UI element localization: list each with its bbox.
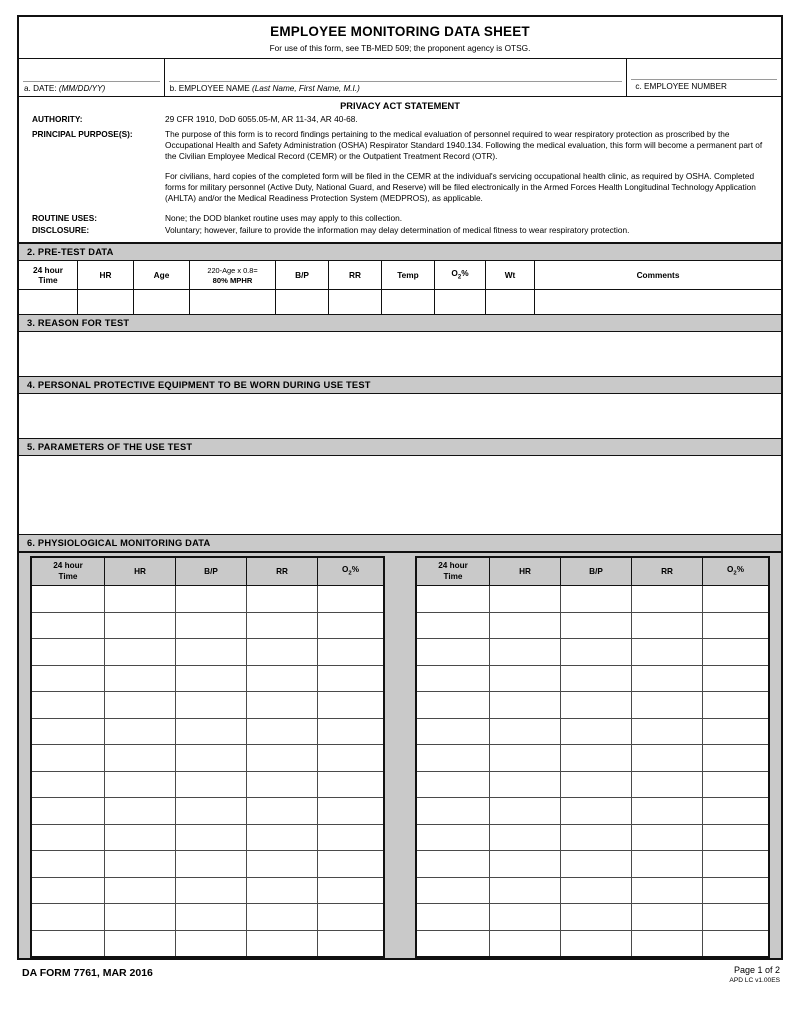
cell-rr[interactable]: [247, 665, 318, 692]
cell-hr[interactable]: [105, 692, 176, 719]
col-hr: HR: [105, 558, 176, 586]
cell-24-hour-time[interactable]: [32, 639, 105, 666]
cell-bp[interactable]: [561, 904, 632, 931]
cell-bp[interactable]: [561, 718, 632, 745]
cell-bp[interactable]: [176, 930, 247, 956]
col-24-hour-time: [32, 558, 105, 586]
table-row: [417, 930, 768, 956]
privacy-paragraph: The purpose of this form is to record findings pertaining to the medical evaluation of personnel required to wear respiratory protection as proscribed by the Occupational Health and Safety Administration (OSHA) Respirator Standard 1940.134. Following the medical evaluation, this form will become a permanent part of the Civilian Employee Medical Record (CEMR) or the Outpatient Treatment Record (OTR).: [165, 129, 763, 162]
cell-bp[interactable]: [561, 851, 632, 878]
cell-hr[interactable]: [78, 290, 134, 315]
cell-rr[interactable]: [247, 586, 318, 613]
cell-24-hour-time[interactable]: [32, 745, 105, 772]
cell-hr[interactable]: [490, 745, 561, 772]
cell-bp[interactable]: [561, 798, 632, 825]
cell-bp[interactable]: [176, 824, 247, 851]
apd-version: APD LC v1.00ES: [729, 977, 780, 985]
monitoring-tables-area: [19, 552, 781, 958]
privacy-label-authority: AUTHORITY:: [32, 114, 83, 124]
table-row: [417, 612, 768, 639]
cell-o2-percent[interactable]: [318, 851, 384, 878]
cell-o2-percent[interactable]: [703, 586, 769, 613]
cell-24-hour-time[interactable]: [32, 824, 105, 851]
cell-rr[interactable]: [632, 851, 703, 878]
form-subtitle: For use of this form, see TB-MED 509; the proponent agency is OTSG.: [269, 43, 531, 53]
cell-hr[interactable]: [105, 612, 176, 639]
cell-bp[interactable]: [561, 930, 632, 956]
cell-24-hour-time[interactable]: [32, 692, 105, 719]
cell-temp[interactable]: [382, 290, 435, 315]
cell-hr[interactable]: [490, 586, 561, 613]
cell-wt[interactable]: [486, 290, 535, 315]
table-row: [32, 877, 383, 904]
pre-test-data-table-wrap: [19, 261, 781, 314]
cell-o2-percent[interactable]: [318, 665, 384, 692]
cell-hr[interactable]: [490, 692, 561, 719]
cell-hr[interactable]: [105, 930, 176, 956]
cell-hr[interactable]: [105, 824, 176, 851]
page-number: Page 1 of 2: [733, 965, 780, 976]
date-field-label: [19, 82, 164, 96]
reason-for-test-input[interactable]: [19, 332, 781, 376]
cell-bp[interactable]: [176, 904, 247, 931]
cell-bp[interactable]: [176, 612, 247, 639]
date-field[interactable]: [19, 59, 165, 96]
cell-o2-percent[interactable]: [703, 798, 769, 825]
col-mphr: [190, 261, 276, 290]
privacy-row-principal-purposes: [27, 129, 773, 204]
cell-hr[interactable]: [490, 665, 561, 692]
cell-rr[interactable]: [632, 824, 703, 851]
cell-24-hour-time[interactable]: [417, 586, 490, 613]
cell-o2-percent[interactable]: [318, 639, 384, 666]
cell-hr[interactable]: [105, 586, 176, 613]
employee-number-field[interactable]: [627, 59, 781, 96]
cell-o2-percent[interactable]: [318, 692, 384, 719]
cell-24-hour-time[interactable]: [417, 824, 490, 851]
privacy-label-disclosure: DISCLOSURE:: [32, 225, 90, 236]
privacy-paragraph: None; the DOD blanket routine uses may apply to this collection.: [165, 213, 403, 224]
cell-24-hour-time[interactable]: [32, 851, 105, 878]
cell-hr[interactable]: [490, 798, 561, 825]
table-row: [32, 639, 383, 666]
privacy-act-title: PRIVACY ACT STATEMENT: [340, 101, 460, 111]
employee-number-field-label: c. EMPLOYEE NUMBER: [635, 82, 727, 91]
cell-bp[interactable]: [561, 771, 632, 798]
table-row: [417, 586, 768, 613]
col-mphr-line1: 220-Age x 0.8=: [207, 266, 258, 275]
cell-o2-percent[interactable]: [703, 824, 769, 851]
privacy-body-routine-uses: [165, 213, 773, 224]
cell-hr[interactable]: [105, 718, 176, 745]
privacy-body-disclosure: [165, 225, 773, 236]
employee-name-label-format: (Last Name, First Name, M.I.): [252, 84, 360, 93]
cell-24-hour-time[interactable]: [32, 586, 105, 613]
monitoring-table-left: [32, 558, 383, 956]
cell-o2-percent[interactable]: [435, 290, 486, 315]
section-header-physiological-monitoring-data: 6. PHYSIOLOGICAL MONITORING DATA: [19, 534, 781, 552]
col-hr: HR: [78, 261, 134, 290]
cell-rr[interactable]: [247, 877, 318, 904]
cell-rr[interactable]: [247, 798, 318, 825]
form-title-block: [19, 17, 781, 59]
cell-rr[interactable]: [247, 612, 318, 639]
table-row: [32, 904, 383, 931]
cell-24-hour-time[interactable]: [417, 798, 490, 825]
col-time-line2: Time: [38, 275, 58, 286]
cell-o2-percent[interactable]: [703, 930, 769, 956]
cell-24-hour-time[interactable]: [417, 639, 490, 666]
cell-o2-percent[interactable]: [703, 692, 769, 719]
table-row: [32, 798, 383, 825]
cell-24-hour-time[interactable]: [32, 718, 105, 745]
form-identifier: DA FORM 7761, MAR 2016: [22, 967, 153, 980]
pre-test-data-table: [19, 261, 781, 314]
ppe-input[interactable]: [19, 394, 781, 438]
cell-hr[interactable]: [490, 639, 561, 666]
monitoring-table-left-panel: [30, 556, 385, 958]
cell-bp[interactable]: [176, 851, 247, 878]
table-row: [19, 290, 781, 315]
monitoring-table-right-panel: [415, 556, 770, 958]
privacy-row-authority: [27, 114, 773, 125]
employee-name-field[interactable]: [165, 59, 628, 96]
cell-24-hour-time[interactable]: [417, 930, 490, 956]
cell-24-hour-time[interactable]: [417, 665, 490, 692]
col-rr: RR: [329, 261, 382, 290]
privacy-paragraph: 29 CFR 1910, DoD 6055.05-M, AR 11-34, AR 40-68.: [165, 114, 358, 124]
table-row: [32, 745, 383, 772]
cell-bp[interactable]: [561, 745, 632, 772]
cell-24-hour-time[interactable]: [417, 612, 490, 639]
cell-24-hour-time[interactable]: [32, 877, 105, 904]
form-footer: [17, 967, 784, 997]
table-row: [417, 665, 768, 692]
cell-rr[interactable]: [632, 798, 703, 825]
col-time-line2: Time: [443, 571, 463, 581]
cell-rr[interactable]: [247, 851, 318, 878]
cell-o2-percent[interactable]: [703, 904, 769, 931]
table-row: [417, 771, 768, 798]
table-row: [417, 745, 768, 772]
col-comments: Comments: [535, 261, 782, 290]
table-row: [32, 665, 383, 692]
cell-comments[interactable]: [535, 290, 782, 315]
cell-o2-percent[interactable]: [703, 877, 769, 904]
cell-24-hour-time[interactable]: [417, 771, 490, 798]
col-mphr-line2: 80% MPHR: [212, 276, 253, 286]
cell-rr[interactable]: [632, 745, 703, 772]
table-row: [417, 718, 768, 745]
col-time-line1: 24 hour: [438, 561, 468, 571]
cell-24-hour-time[interactable]: [32, 798, 105, 825]
cell-24-hour-time[interactable]: [417, 692, 490, 719]
cell-hr[interactable]: [105, 665, 176, 692]
privacy-row-disclosure: [27, 225, 773, 236]
cell-rr[interactable]: [247, 692, 318, 719]
cell-rr[interactable]: [247, 718, 318, 745]
table-row: [32, 692, 383, 719]
cell-bp[interactable]: [561, 665, 632, 692]
cell-o2-percent[interactable]: [318, 745, 384, 772]
cell-hr[interactable]: [490, 824, 561, 851]
col-rr: RR: [247, 558, 318, 586]
table-row: [417, 692, 768, 719]
cell-o2-percent[interactable]: [703, 665, 769, 692]
cell-hr[interactable]: [490, 851, 561, 878]
cell-bp[interactable]: [561, 586, 632, 613]
cell-rr[interactable]: [247, 930, 318, 956]
table-row: [417, 851, 768, 878]
cell-hr[interactable]: [490, 930, 561, 956]
cell-o2-percent[interactable]: [318, 718, 384, 745]
cell-o2-percent[interactable]: [318, 771, 384, 798]
table-header-row: [32, 558, 383, 586]
cell-bp[interactable]: [176, 692, 247, 719]
cell-bp[interactable]: [176, 798, 247, 825]
privacy-paragraph: Voluntary; however, failure to provide the information may delay determination of medical fitness to wear respiratory protection.: [165, 225, 630, 236]
table-row: [32, 586, 383, 613]
cell-o2-percent[interactable]: [318, 930, 384, 956]
cell-o2-percent[interactable]: [703, 745, 769, 772]
cell-rr[interactable]: [247, 771, 318, 798]
col-24-hour-time: [417, 558, 490, 586]
cell-bp[interactable]: [176, 586, 247, 613]
cell-hr[interactable]: [105, 904, 176, 931]
cell-bp[interactable]: [176, 771, 247, 798]
cell-rr[interactable]: [632, 639, 703, 666]
col-temp: Temp: [382, 261, 435, 290]
cell-24-hour-time[interactable]: [417, 904, 490, 931]
section-header-parameters-of-use-test: 5. PARAMETERS OF THE USE TEST: [19, 438, 781, 456]
cell-o2-percent[interactable]: [318, 877, 384, 904]
monitoring-table-right: [417, 558, 768, 956]
cell-bp[interactable]: [176, 877, 247, 904]
cell-24-hour-time[interactable]: [417, 877, 490, 904]
table-row: [32, 824, 383, 851]
cell-rr[interactable]: [247, 639, 318, 666]
cell-24-hour-time[interactable]: [417, 745, 490, 772]
col-time-line1: 24 hour: [53, 561, 83, 571]
cell-rr[interactable]: [632, 692, 703, 719]
cell-bp[interactable]: [561, 824, 632, 851]
cell-o2-percent[interactable]: [318, 904, 384, 931]
col-bp: B/P: [176, 558, 247, 586]
table-row: [32, 851, 383, 878]
identification-row: [19, 59, 781, 97]
cell-bp[interactable]: [561, 639, 632, 666]
cell-hr[interactable]: [105, 851, 176, 878]
cell-rr[interactable]: [632, 771, 703, 798]
employee-name-field-label: [165, 82, 627, 96]
cell-o2-percent[interactable]: [703, 612, 769, 639]
cell-rr[interactable]: [329, 290, 382, 315]
cell-hr[interactable]: [490, 612, 561, 639]
col-time-line2: Time: [58, 571, 78, 581]
page-title: EMPLOYEE MONITORING DATA SHEET: [270, 24, 530, 39]
cell-o2-percent[interactable]: [318, 824, 384, 851]
col-24-hour-time: [19, 261, 78, 290]
col-age: Age: [134, 261, 190, 290]
table-row: [32, 718, 383, 745]
col-bp: B/P: [276, 261, 329, 290]
section-header-reason-for-test: 3. REASON FOR TEST: [19, 314, 781, 332]
section-header-pre-test-data: 2. PRE-TEST DATA: [19, 243, 781, 261]
cell-bp[interactable]: [176, 665, 247, 692]
cell-rr[interactable]: [247, 904, 318, 931]
table-row: [32, 612, 383, 639]
privacy-paragraph: For civilians, hard copies of the completed form will be filed in the CEMR at the individual's servicing occupational health clinic, as required by OSHA. Completed forms for military personnel (Active Duty, National Guard, and Reserve) will be filed electronically in the Armed Forces Health Longitudinal Technology Application (AHLTA) and/or the Medical Readiness Protection System (MEDPROS), as applicable.: [165, 170, 756, 204]
parameters-input[interactable]: [19, 456, 781, 534]
cell-hr[interactable]: [490, 904, 561, 931]
privacy-body-principal-purposes: [165, 129, 773, 204]
table-row: [417, 904, 768, 931]
cell-rr[interactable]: [632, 612, 703, 639]
cell-bp[interactable]: [176, 718, 247, 745]
privacy-label-principal-purposes: PRINCIPAL PURPOSE(S):: [32, 129, 133, 140]
cell-bp[interactable]: [561, 612, 632, 639]
cell-rr[interactable]: [632, 930, 703, 956]
cell-age[interactable]: [134, 290, 190, 315]
table-row: [32, 930, 383, 956]
cell-rr[interactable]: [632, 665, 703, 692]
col-rr: RR: [632, 558, 703, 586]
section-header-ppe: 4. PERSONAL PROTECTIVE EQUIPMENT TO BE WORN DURING USE TEST: [19, 376, 781, 394]
col-wt: Wt: [486, 261, 535, 290]
cell-24-hour-time[interactable]: [19, 290, 78, 315]
cell-o2-percent[interactable]: [318, 586, 384, 613]
table-row: [417, 824, 768, 851]
cell-24-hour-time[interactable]: [417, 718, 490, 745]
cell-hr[interactable]: [490, 771, 561, 798]
col-o2-percent: $O_2\%$: [435, 261, 486, 290]
table-row: [32, 771, 383, 798]
col-o2-percent: $O_2\%$: [703, 558, 769, 586]
cell-bp[interactable]: [561, 692, 632, 719]
cell-24-hour-time[interactable]: [32, 904, 105, 931]
cell-bp[interactable]: [176, 639, 247, 666]
cell-hr[interactable]: [105, 771, 176, 798]
cell-bp[interactable]: [276, 290, 329, 315]
table-header-row: [19, 261, 781, 290]
table-header-row: [417, 558, 768, 586]
privacy-act-statement: [19, 97, 781, 243]
cell-o2-percent[interactable]: [318, 612, 384, 639]
cell-24-hour-time[interactable]: [32, 771, 105, 798]
cell-hr[interactable]: [105, 745, 176, 772]
cell-hr[interactable]: [105, 877, 176, 904]
cell-o2-percent[interactable]: [703, 771, 769, 798]
col-hr: HR: [490, 558, 561, 586]
date-label-format: (MM/DD/YY): [58, 84, 106, 93]
cell-bp[interactable]: [176, 745, 247, 772]
cell-rr[interactable]: [632, 586, 703, 613]
table-row: [417, 798, 768, 825]
privacy-label-routine-uses: ROUTINE USES:: [32, 213, 97, 224]
cell-o2-percent[interactable]: [703, 851, 769, 878]
date-label-prefix: a. DATE:: [24, 84, 57, 93]
privacy-row-routine-uses: [27, 213, 773, 224]
cell-rr[interactable]: [247, 824, 318, 851]
form-frame: [17, 15, 783, 960]
cell-mphr[interactable]: [190, 290, 276, 315]
cell-24-hour-time[interactable]: [417, 851, 490, 878]
cell-o2-percent[interactable]: [703, 718, 769, 745]
cell-rr[interactable]: [247, 745, 318, 772]
cell-rr[interactable]: [632, 718, 703, 745]
col-time-line1: 24 hour: [33, 265, 63, 276]
employee-name-label-prefix: b. EMPLOYEE NAME: [169, 84, 250, 93]
cell-bp[interactable]: [561, 877, 632, 904]
cell-o2-percent[interactable]: [318, 798, 384, 825]
cell-hr[interactable]: [490, 718, 561, 745]
table-row: [417, 639, 768, 666]
table-row: [417, 877, 768, 904]
cell-hr[interactable]: [490, 877, 561, 904]
col-o2-percent: $O_2\%$: [318, 558, 384, 586]
privacy-body-authority: [165, 114, 773, 125]
cell-hr[interactable]: [105, 639, 176, 666]
cell-24-hour-time[interactable]: [32, 665, 105, 692]
cell-rr[interactable]: [632, 904, 703, 931]
cell-rr[interactable]: [632, 877, 703, 904]
col-bp: B/P: [561, 558, 632, 586]
cell-hr[interactable]: [105, 798, 176, 825]
footer-right-block: [729, 965, 780, 984]
cell-24-hour-time[interactable]: [32, 612, 105, 639]
cell-o2-percent[interactable]: [703, 639, 769, 666]
cell-24-hour-time[interactable]: [32, 930, 105, 956]
